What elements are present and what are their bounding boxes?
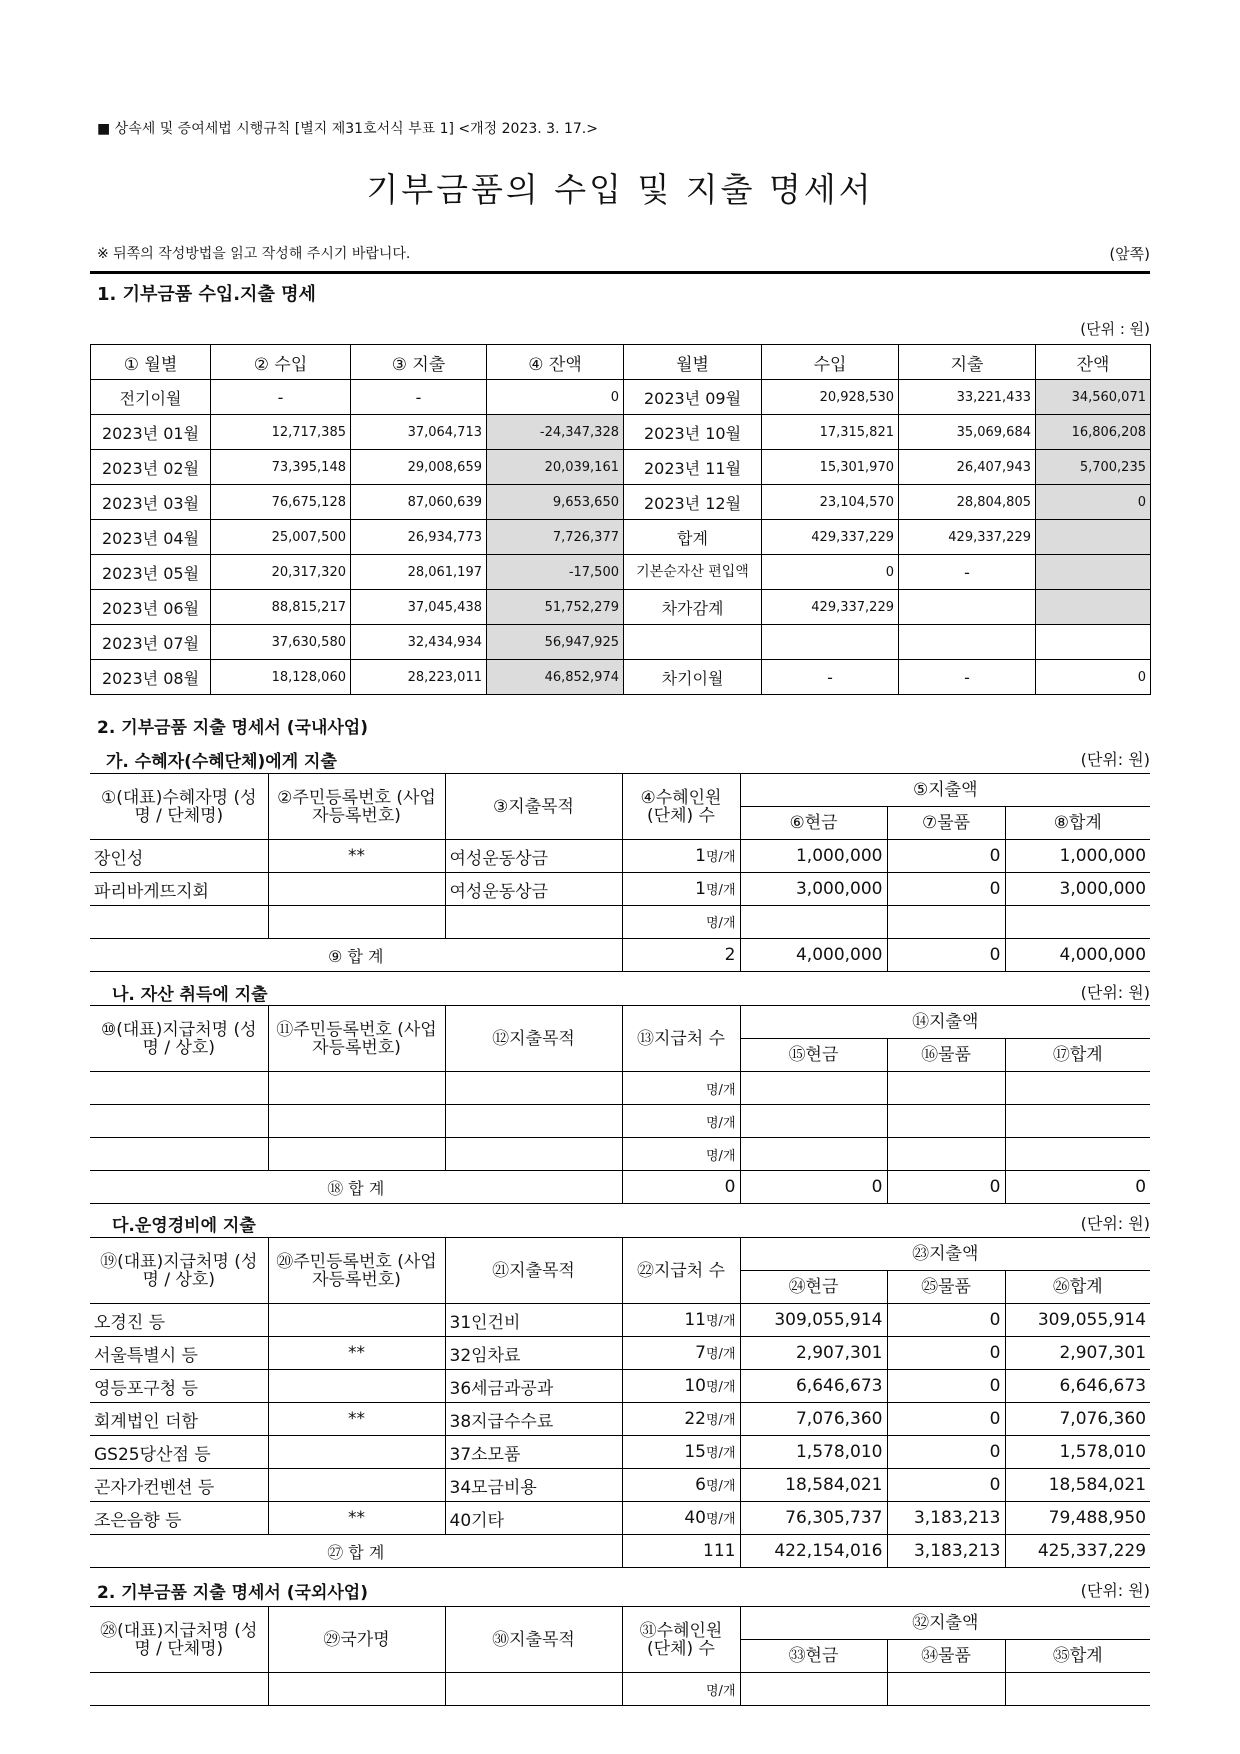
instruction-note: ※ 뒤쪽의 작성방법을 읽고 작성해 주시기 바랍니다. [97, 246, 411, 262]
expense-cell: 28,804,805 [899, 485, 1036, 520]
table-row [91, 415, 1151, 450]
purpose-cell: 34모금비용 [445, 1469, 622, 1502]
table-row [90, 1105, 1150, 1138]
law-reference: ■ 상속세 및 증여세법 시행규칙 [별지 제31호서식 부표 1] <개정 2023. 3. 17.> [97, 121, 598, 137]
table-row [91, 380, 1151, 415]
expense-cell: 35,069,684 [899, 415, 1036, 450]
income-cell: 0 [762, 555, 899, 590]
month-cell: 2023년 07월 [91, 625, 211, 660]
table-row [90, 873, 1150, 906]
table-row [90, 1072, 1150, 1105]
month-cell: 2023년 08월 [91, 660, 211, 695]
overseas-expense-table [90, 1606, 1150, 1706]
total-cell: 1,000,000 [1005, 840, 1150, 873]
balance-cell: 20,039,161 [487, 450, 624, 485]
col-purpose: ㉑지출목적 [445, 1238, 622, 1304]
name-cell: 영등포구청 등 [90, 1370, 268, 1403]
purpose-cell: 여성운동상금 [445, 873, 622, 906]
balance-cell: 0 [1036, 485, 1151, 520]
count-cell [622, 840, 740, 873]
income-cell [762, 625, 899, 660]
name-cell: 조은음향 등 [90, 1502, 268, 1535]
col-income-2: 수입 [762, 345, 899, 380]
income-cell: 76,675,128 [211, 485, 351, 520]
count-unit: 명/개 [622, 1072, 740, 1105]
sum-label: ㉗ 합 계 [90, 1535, 622, 1568]
goods-cell: 0 [887, 1304, 1005, 1337]
table-row [90, 1337, 1150, 1370]
count-unit: 명/개 [706, 1347, 736, 1362]
col-expense-amount: ㉜지출액 [740, 1607, 1150, 1640]
table-row [91, 450, 1151, 485]
expense-cell: 37,045,438 [351, 590, 487, 625]
expense-cell: 33,221,433 [899, 380, 1036, 415]
col-beneficiary-count: ④수혜인원 (단체) 수 [622, 774, 740, 840]
count-unit: 명/개 [622, 1105, 740, 1138]
total-cell: 309,055,914 [1005, 1304, 1150, 1337]
expense-cell: 37,064,713 [351, 415, 487, 450]
section3-title: 2. 기부금품 지출 명세서 (국외사업) [97, 1583, 368, 1603]
sum-cash: 422,154,016 [740, 1535, 887, 1568]
count-unit: 명/개 [706, 1413, 736, 1428]
expense-cell [899, 625, 1036, 660]
expense-cell: 32,434,934 [351, 625, 487, 660]
table-row [90, 1403, 1150, 1436]
col-cash: ⑮현금 [740, 1039, 887, 1072]
total-cell: 2,907,301 [1005, 1337, 1150, 1370]
cash-cell [740, 906, 887, 939]
count-value: 1 [695, 879, 706, 899]
month-cell: 2023년 03월 [91, 485, 211, 520]
name-cell: 서울특별시 등 [90, 1337, 268, 1370]
count-value: 11 [684, 1310, 706, 1330]
goods-cell: 0 [887, 1436, 1005, 1469]
base-asset-label: 기본순자산 편입액 [624, 555, 762, 590]
id-cell [268, 1370, 445, 1403]
section2-title: 2. 기부금품 지출 명세서 (국내사업) [97, 718, 368, 738]
balance-cell: 9,653,650 [487, 485, 624, 520]
count-cell [622, 1502, 740, 1535]
count-value: 22 [684, 1409, 706, 1429]
beneficiary-expense-table [90, 773, 1150, 972]
table-row [90, 1370, 1150, 1403]
purpose-cell: 36세금과공과 [445, 1370, 622, 1403]
count-cell [622, 873, 740, 906]
col-cash: ㉝현금 [740, 1640, 887, 1673]
name-cell [90, 906, 268, 939]
count-unit: 명/개 [706, 850, 736, 865]
col-expense: ③ 지출 [351, 345, 487, 380]
table-row [90, 1138, 1150, 1171]
expense-cell: - [351, 380, 487, 415]
income-cell: 73,395,148 [211, 450, 351, 485]
col-country: ㉙국가명 [268, 1607, 445, 1673]
sum-count: 2 [622, 939, 740, 972]
purpose-cell: 38지급수수료 [445, 1403, 622, 1436]
col-goods: ⑯물품 [887, 1039, 1005, 1072]
col-expense-amount: ㉓지출액 [740, 1238, 1150, 1271]
balance-cell: 51,752,279 [487, 590, 624, 625]
section1-unit: (단위 : 원) [1080, 320, 1150, 338]
col-cash: ㉔현금 [740, 1271, 887, 1304]
table-row [90, 1502, 1150, 1535]
sum-label: ⑱ 합 계 [90, 1171, 622, 1204]
sum-row [90, 1535, 1150, 1568]
expense-cell: - [899, 555, 1036, 590]
month-cell: 2023년 06월 [91, 590, 211, 625]
header-rule [90, 271, 1150, 274]
table-row [90, 906, 1150, 939]
balance-cell: 0 [1036, 660, 1151, 695]
income-cell: - [211, 380, 351, 415]
col-registration-no: ⑪주민등록번호 (사업자등록번호) [268, 1006, 445, 1072]
income-cell: 25,007,500 [211, 520, 351, 555]
col-payee-name: ⑲(대표)지급처명 (성명 / 상호) [90, 1238, 268, 1304]
col-beneficiary-name: ①(대표)수혜자명 (성명 / 단체명) [90, 774, 268, 840]
income-cell: 429,337,229 [762, 520, 899, 555]
expense-cell: 429,337,229 [899, 520, 1036, 555]
goods-cell: 3,183,213 [887, 1502, 1005, 1535]
income-cell: 12,717,385 [211, 415, 351, 450]
income-expense-table [90, 344, 1151, 695]
col-expense-2: 지출 [899, 345, 1036, 380]
col-payee-count: ⑬지급처 수 [622, 1006, 740, 1072]
section2-da-title: 다.운영경비에 지출 [112, 1216, 256, 1236]
total-cell: 1,578,010 [1005, 1436, 1150, 1469]
id-cell: ** [268, 1502, 445, 1535]
cash-cell: 1,578,010 [740, 1436, 887, 1469]
count-cell [622, 1337, 740, 1370]
total-cell: 6,646,673 [1005, 1370, 1150, 1403]
id-cell [268, 1436, 445, 1469]
col-payee-name: ⑩(대표)지급처명 (성명 / 상호) [90, 1006, 268, 1072]
table-row [90, 1304, 1150, 1337]
goods-cell: 0 [887, 1337, 1005, 1370]
total-cell: 18,584,021 [1005, 1469, 1150, 1502]
count-value: 40 [684, 1508, 706, 1528]
count-unit: 명/개 [706, 1380, 736, 1395]
cash-cell: 6,646,673 [740, 1370, 887, 1403]
col-total: ⑰합계 [1005, 1039, 1150, 1072]
name-cell: 파리바게뜨지회 [90, 873, 268, 906]
sum-row [90, 939, 1150, 972]
col-purpose: ㉚지출목적 [445, 1607, 622, 1673]
balance-cell: -24,347,328 [487, 415, 624, 450]
name-cell: GS25당산점 등 [90, 1436, 268, 1469]
sum-cash: 4,000,000 [740, 939, 887, 972]
col-balance: ④ 잔액 [487, 345, 624, 380]
col-month-2: 월별 [624, 345, 762, 380]
income-cell: - [762, 660, 899, 695]
col-month: ① 월별 [91, 345, 211, 380]
table-row [90, 1673, 1150, 1706]
cash-cell: 76,305,737 [740, 1502, 887, 1535]
col-purpose: ⑫지출목적 [445, 1006, 622, 1072]
col-goods: ㉕물품 [887, 1271, 1005, 1304]
col-payee-count: ㉒지급처 수 [622, 1238, 740, 1304]
asset-acquisition-table [90, 1005, 1150, 1204]
goods-cell: 0 [887, 840, 1005, 873]
purpose-cell: 32임차료 [445, 1337, 622, 1370]
balance-cell: 7,726,377 [487, 520, 624, 555]
goods-cell: 0 [887, 1469, 1005, 1502]
net-total-label: 차가감계 [624, 590, 762, 625]
table-row [91, 485, 1151, 520]
col-balance-2: 잔액 [1036, 345, 1151, 380]
purpose-cell [445, 906, 622, 939]
table-row [90, 1469, 1150, 1502]
cash-cell: 1,000,000 [740, 840, 887, 873]
table-row [90, 1436, 1150, 1469]
month-cell [624, 625, 762, 660]
cash-cell: 3,000,000 [740, 873, 887, 906]
col-goods: ㉞물품 [887, 1640, 1005, 1673]
count-unit: 명/개 [706, 916, 736, 931]
balance-cell: -17,500 [487, 555, 624, 590]
count-value: 7 [695, 1343, 706, 1363]
month-cell: 전기이월 [91, 380, 211, 415]
sum-total: 4,000,000 [1005, 939, 1150, 972]
table-row [90, 840, 1150, 873]
sum-goods: 0 [887, 1171, 1005, 1204]
total-cell: 3,000,000 [1005, 873, 1150, 906]
month-cell: 2023년 09월 [624, 380, 762, 415]
purpose-cell: 37소모품 [445, 1436, 622, 1469]
col-registration-no: ②주민등록번호 (사업자등록번호) [268, 774, 445, 840]
count-value: 1 [695, 846, 706, 866]
total-cell: 79,488,950 [1005, 1502, 1150, 1535]
page-title: 기부금품의 수입 및 지출 명세서 [366, 170, 874, 209]
carry-forward-label: 차기이월 [624, 660, 762, 695]
col-purpose: ③지출목적 [445, 774, 622, 840]
section2-da-unit: (단위: 원) [1080, 1214, 1150, 1233]
section2-ga-title: 가. 수혜자(수혜단체)에게 지출 [106, 752, 337, 772]
goods-cell: 0 [887, 1403, 1005, 1436]
month-cell: 2023년 11월 [624, 450, 762, 485]
month-cell: 2023년 04월 [91, 520, 211, 555]
sum-goods: 3,183,213 [887, 1535, 1005, 1568]
count-cell [622, 1403, 740, 1436]
balance-cell [1036, 590, 1151, 625]
count-unit: 명/개 [706, 1314, 736, 1329]
total-cell [1005, 906, 1150, 939]
month-cell: 2023년 01월 [91, 415, 211, 450]
cash-cell: 2,907,301 [740, 1337, 887, 1370]
count-unit: 명/개 [706, 1479, 736, 1494]
income-cell: 88,815,217 [211, 590, 351, 625]
col-total: ⑧합계 [1005, 807, 1150, 840]
month-cell: 2023년 10월 [624, 415, 762, 450]
page-side-label: (앞쪽) [1109, 245, 1150, 263]
id-cell [268, 906, 445, 939]
id-cell: ** [268, 1403, 445, 1436]
balance-cell [1036, 555, 1151, 590]
count-unit: 명/개 [706, 883, 736, 898]
income-cell: 17,315,821 [762, 415, 899, 450]
balance-cell: 46,852,974 [487, 660, 624, 695]
income-cell: 15,301,970 [762, 450, 899, 485]
section2-na-unit: (단위: 원) [1080, 983, 1150, 1002]
count-cell [622, 1370, 740, 1403]
col-income: ② 수입 [211, 345, 351, 380]
col-registration-no: ⑳주민등록번호 (사업자등록번호) [268, 1238, 445, 1304]
count-cell [622, 1436, 740, 1469]
income-cell: 18,128,060 [211, 660, 351, 695]
count-value: 6 [695, 1475, 706, 1495]
sum-label: ⑨ 합 계 [90, 939, 622, 972]
name-cell: 오경진 등 [90, 1304, 268, 1337]
sum-goods: 0 [887, 939, 1005, 972]
id-cell [268, 1304, 445, 1337]
table-row [91, 520, 1151, 555]
month-cell: 2023년 05월 [91, 555, 211, 590]
sum-total: 425,337,229 [1005, 1535, 1150, 1568]
name-cell: 장인성 [90, 840, 268, 873]
balance-cell: 0 [487, 380, 624, 415]
balance-cell: 16,806,208 [1036, 415, 1151, 450]
balance-cell: 5,700,235 [1036, 450, 1151, 485]
table-row [91, 625, 1151, 660]
table-row [91, 555, 1151, 590]
balance-cell [1036, 625, 1151, 660]
income-cell: 37,630,580 [211, 625, 351, 660]
sum-count: 0 [622, 1171, 740, 1204]
purpose-cell: 40기타 [445, 1502, 622, 1535]
col-total: ㉟합계 [1005, 1640, 1150, 1673]
income-cell: 429,337,229 [762, 590, 899, 625]
expense-cell: 26,407,943 [899, 450, 1036, 485]
cash-cell: 18,584,021 [740, 1469, 887, 1502]
goods-cell: 0 [887, 873, 1005, 906]
expense-cell: 26,934,773 [351, 520, 487, 555]
balance-cell: 56,947,925 [487, 625, 624, 660]
total-cell: 7,076,360 [1005, 1403, 1150, 1436]
total-label: 합계 [624, 520, 762, 555]
section2-na-title: 나. 자산 취득에 지출 [112, 985, 268, 1005]
table-header-row [91, 345, 1151, 380]
count-unit: 명/개 [622, 1673, 740, 1706]
expense-cell: 29,008,659 [351, 450, 487, 485]
expense-cell: - [899, 660, 1036, 695]
col-expense-amount: ⑭지출액 [740, 1006, 1150, 1039]
balance-cell [1036, 520, 1151, 555]
col-payee-name: ㉘(대표)지급처명 (성명 / 단체명) [90, 1607, 268, 1673]
id-cell: ** [268, 1337, 445, 1370]
income-cell: 23,104,570 [762, 485, 899, 520]
name-cell: 곤자가컨벤션 등 [90, 1469, 268, 1502]
purpose-cell: 여성운동상금 [445, 840, 622, 873]
count-unit: 명/개 [706, 1512, 736, 1527]
operating-expense-table [90, 1237, 1150, 1568]
col-total: ㉖합계 [1005, 1271, 1150, 1304]
col-beneficiary-count: ㉛수혜인원 (단체) 수 [622, 1607, 740, 1673]
purpose-cell: 31인건비 [445, 1304, 622, 1337]
section2-ga-unit: (단위: 원) [1080, 750, 1150, 769]
expense-cell: 28,223,011 [351, 660, 487, 695]
col-goods: ⑦물품 [887, 807, 1005, 840]
goods-cell: 0 [887, 1370, 1005, 1403]
sum-total: 0 [1005, 1171, 1150, 1204]
id-cell [268, 1469, 445, 1502]
balance-cell: 34,560,071 [1036, 380, 1151, 415]
section1-title: 1. 기부금품 수입.지출 명세 [97, 284, 316, 305]
expense-cell: 28,061,197 [351, 555, 487, 590]
col-expense-amount: ⑤지출액 [740, 774, 1150, 807]
count-unit: 명/개 [622, 1138, 740, 1171]
name-cell: 회계법인 더함 [90, 1403, 268, 1436]
sum-count: 111 [622, 1535, 740, 1568]
table-row [91, 590, 1151, 625]
sum-row [90, 1171, 1150, 1204]
count-unit: 명/개 [706, 1446, 736, 1461]
sum-cash: 0 [740, 1171, 887, 1204]
id-cell [268, 873, 445, 906]
month-cell: 2023년 12월 [624, 485, 762, 520]
income-cell: 20,928,530 [762, 380, 899, 415]
expense-cell [899, 590, 1036, 625]
expense-cell: 87,060,639 [351, 485, 487, 520]
goods-cell [887, 906, 1005, 939]
income-cell: 20,317,320 [211, 555, 351, 590]
month-cell: 2023년 02월 [91, 450, 211, 485]
cash-cell: 309,055,914 [740, 1304, 887, 1337]
count-value: 15 [684, 1442, 706, 1462]
cash-cell: 7,076,360 [740, 1403, 887, 1436]
count-cell [622, 1304, 740, 1337]
section3-unit: (단위: 원) [1080, 1581, 1150, 1600]
count-cell [622, 906, 740, 939]
count-value: 10 [684, 1376, 706, 1396]
col-cash: ⑥현금 [740, 807, 887, 840]
id-cell: ** [268, 840, 445, 873]
count-cell [622, 1469, 740, 1502]
table-row [91, 660, 1151, 695]
